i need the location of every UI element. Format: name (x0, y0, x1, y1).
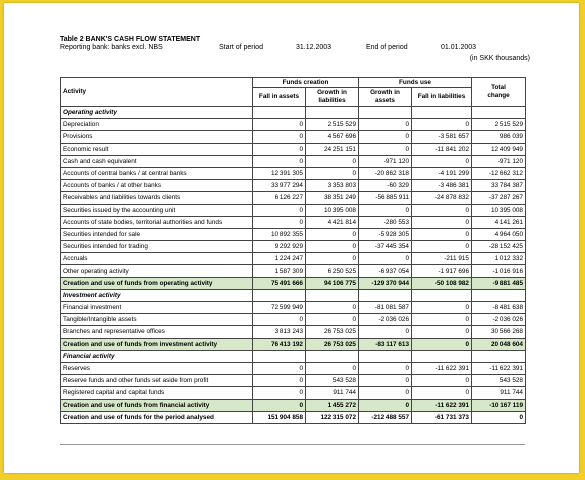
cell-total-change: -28 152 425 (472, 241, 526, 253)
col-funds-use: Funds use (359, 78, 472, 88)
cell-fall-assets: 151 904 858 (253, 411, 306, 423)
cell-fall-liabilities: -24 878 832 (412, 192, 472, 204)
cell-growth-liabilities: 3 353 803 (306, 180, 359, 192)
cell-growth-liabilities: 911 744 (306, 387, 359, 399)
col-funds-creation: Funds creation (253, 78, 359, 88)
cell-fall-assets: 0 (253, 362, 306, 374)
cell-growth-assets: 0 (359, 375, 412, 387)
cell-growth-assets (359, 289, 412, 301)
row-label: Financial activity (61, 350, 253, 362)
cell-total-change: -2 036 026 (472, 314, 526, 326)
cell-growth-assets: 0 (359, 399, 412, 411)
cell-growth-liabilities: 0 (306, 302, 359, 314)
start-period-label: Start of period (219, 44, 263, 51)
cell-fall-liabilities (412, 350, 472, 362)
cell-growth-liabilities: 4 421 814 (306, 216, 359, 228)
cell-growth-liabilities: 0 (306, 362, 359, 374)
table-row (61, 119, 526, 131)
cell-fall-liabilities: 0 (412, 228, 472, 240)
cell-total-change: 4 141 261 (472, 216, 526, 228)
cell-fall-liabilities: 0 (412, 314, 472, 326)
cell-growth-assets: -129 370 944 (359, 277, 412, 289)
cell-growth-liabilities (306, 107, 359, 119)
cell-total-change: -37 287 267 (472, 192, 526, 204)
cell-fall-liabilities: -61 731 373 (412, 411, 472, 423)
start-period-date: 31.12.2003 (296, 44, 332, 51)
table-row (61, 216, 526, 228)
cell-growth-assets: -212 488 557 (359, 411, 412, 423)
cell-fall-assets: 0 (253, 204, 306, 216)
cell-total-change: 543 528 (472, 375, 526, 387)
cell-growth-liabilities: 1 455 272 (306, 399, 359, 411)
cell-total-change: 20 048 604 (472, 338, 526, 350)
row-label: Registered capital and capital funds (61, 387, 253, 399)
cell-fall-assets: 0 (253, 131, 306, 143)
document-header (60, 36, 530, 62)
cell-fall-liabilities: 0 (412, 155, 472, 167)
cash-flow-body (61, 107, 526, 424)
row-label: Creation and use of funds from operating activity (61, 277, 253, 289)
cell-total-change: 33 784 387 (472, 180, 526, 192)
cell-total-change: -10 167 119 (472, 399, 526, 411)
row-label: Reserves (61, 362, 253, 374)
cell-growth-liabilities: 122 315 072 (306, 411, 359, 423)
cell-fall-liabilities: 0 (412, 204, 472, 216)
row-label: Investment activity (61, 289, 253, 301)
cell-growth-assets: -971 120 (359, 155, 412, 167)
cell-total-change: 10 395 008 (472, 204, 526, 216)
row-label: Accounts of state bodies, territorial authorities and funds (61, 216, 253, 228)
cell-fall-assets (253, 289, 306, 301)
cell-total-change (472, 350, 526, 362)
cell-fall-assets: 0 (253, 399, 306, 411)
cell-fall-liabilities: 0 (412, 338, 472, 350)
period-row (60, 44, 530, 54)
reporting-bank: Reporting bank: banks excl. NBS (60, 44, 163, 51)
table-row (61, 350, 526, 362)
table-row (61, 204, 526, 216)
table-row (61, 387, 526, 399)
cell-growth-liabilities: 94 106 775 (306, 277, 359, 289)
row-label: Securities intended for sale (61, 228, 253, 240)
cell-fall-liabilities: 0 (412, 326, 472, 338)
cell-fall-liabilities: -11 622 391 (412, 399, 472, 411)
table-row (61, 228, 526, 240)
cell-fall-assets: 9 292 929 (253, 241, 306, 253)
cell-growth-liabilities (306, 350, 359, 362)
table-row (61, 192, 526, 204)
cell-growth-liabilities: 6 250 525 (306, 265, 359, 277)
cell-fall-assets: 1 587 309 (253, 265, 306, 277)
cell-growth-assets: -83 117 613 (359, 338, 412, 350)
cell-growth-assets: 0 (359, 387, 412, 399)
table-row (61, 362, 526, 374)
cell-fall-assets (253, 350, 306, 362)
col-growth-liabilities: Growth in liabilities (306, 88, 359, 107)
cell-fall-liabilities: 0 (412, 241, 472, 253)
cell-fall-assets: 76 413 192 (253, 338, 306, 350)
col-fall-assets: Fall in assets (253, 88, 306, 107)
row-label: Creation and use of funds for the period analysed (61, 411, 253, 423)
table-row (61, 107, 526, 119)
cell-fall-liabilities (412, 107, 472, 119)
cell-fall-assets: 75 491 666 (253, 277, 306, 289)
cell-total-change: 1 012 332 (472, 253, 526, 265)
cell-growth-assets: -20 862 318 (359, 167, 412, 179)
cell-growth-assets: -56 885 911 (359, 192, 412, 204)
cell-fall-assets: 0 (253, 375, 306, 387)
table-row (61, 411, 526, 423)
cell-total-change: 0 (472, 411, 526, 423)
table-row (61, 253, 526, 265)
row-label: Accounts of banks / at other banks (61, 180, 253, 192)
cell-fall-liabilities: 0 (412, 216, 472, 228)
table-row (61, 375, 526, 387)
table-row (61, 180, 526, 192)
cash-flow-table (60, 77, 526, 424)
cell-fall-assets: 0 (253, 216, 306, 228)
cell-fall-assets: 3 813 243 (253, 326, 306, 338)
col-growth-assets: Growth in assets (359, 88, 412, 107)
cell-growth-assets: -81 081 587 (359, 302, 412, 314)
cell-growth-assets: 0 (359, 253, 412, 265)
row-label: Creation and use of funds from investment activity (61, 338, 253, 350)
cell-growth-liabilities (306, 289, 359, 301)
cell-total-change: -1 016 916 (472, 265, 526, 277)
cell-fall-assets: 0 (253, 143, 306, 155)
cell-growth-liabilities: 26 753 025 (306, 326, 359, 338)
table-row (61, 241, 526, 253)
cell-total-change: -8 481 638 (472, 302, 526, 314)
cell-growth-assets (359, 350, 412, 362)
cell-growth-assets: 0 (359, 326, 412, 338)
cell-fall-assets: 72 599 949 (253, 302, 306, 314)
cell-growth-liabilities: 4 567 696 (306, 131, 359, 143)
cell-growth-assets: -60 329 (359, 180, 412, 192)
row-label: Depreciation (61, 119, 253, 131)
row-label: Securities intended for trading (61, 241, 253, 253)
table-row (61, 289, 526, 301)
cell-growth-liabilities: 0 (306, 228, 359, 240)
col-fall-liabilities: Fall in liabilities (412, 88, 472, 107)
col-activity: Activity (61, 78, 253, 107)
cell-growth-liabilities: 0 (306, 253, 359, 265)
row-label: Economic result (61, 143, 253, 155)
cell-growth-assets: 0 (359, 362, 412, 374)
table-row (61, 314, 526, 326)
cell-fall-assets (253, 107, 306, 119)
cell-growth-assets: 0 (359, 131, 412, 143)
cell-total-change: -971 120 (472, 155, 526, 167)
cell-fall-assets: 0 (253, 387, 306, 399)
table-row (61, 338, 526, 350)
row-label: Cash and cash equivalent (61, 155, 253, 167)
cell-total-change: 30 566 268 (472, 326, 526, 338)
row-label: Other operating activity (61, 265, 253, 277)
cell-fall-liabilities: -11 622 391 (412, 362, 472, 374)
table-row (61, 155, 526, 167)
table-row (61, 143, 526, 155)
cell-growth-liabilities: 2 515 529 (306, 119, 359, 131)
cell-growth-assets: 0 (359, 204, 412, 216)
cell-fall-assets: 0 (253, 314, 306, 326)
table-row (61, 265, 526, 277)
table-row (61, 277, 526, 289)
cell-fall-assets: 33 977 294 (253, 180, 306, 192)
row-label: Branches and representative offices (61, 326, 253, 338)
row-label: Securities issued by the accounting unit (61, 204, 253, 216)
cell-fall-liabilities: -4 191 299 (412, 167, 472, 179)
cell-growth-assets: -6 937 054 (359, 265, 412, 277)
row-label: Accounts of central banks / at central banks (61, 167, 253, 179)
cell-fall-liabilities: -1 917 696 (412, 265, 472, 277)
table-title: Table 2 BANK'S CASH FLOW STATEMENT (60, 36, 201, 43)
table-row (61, 131, 526, 143)
cell-fall-liabilities: -11 841 202 (412, 143, 472, 155)
cell-growth-assets: -37 445 354 (359, 241, 412, 253)
cell-growth-liabilities: 26 753 025 (306, 338, 359, 350)
cell-growth-assets: -2 036 026 (359, 314, 412, 326)
cell-total-change: 986 039 (472, 131, 526, 143)
cell-growth-assets: 0 (359, 143, 412, 155)
cell-fall-assets: 10 892 355 (253, 228, 306, 240)
row-label: Receivables and liabilities towards clients (61, 192, 253, 204)
cell-growth-liabilities: 0 (306, 155, 359, 167)
cell-total-change (472, 107, 526, 119)
col-total-change-label: Total change (487, 84, 510, 99)
cell-growth-liabilities: 10 395 008 (306, 204, 359, 216)
row-label: Reserve funds and other funds set aside from profit (61, 375, 253, 387)
table-row (61, 302, 526, 314)
cell-fall-liabilities: 0 (412, 387, 472, 399)
cell-fall-assets: 12 391 305 (253, 167, 306, 179)
cell-growth-liabilities: 38 351 249 (306, 192, 359, 204)
cell-total-change: 12 409 949 (472, 143, 526, 155)
cell-fall-liabilities: -3 581 657 (412, 131, 472, 143)
table-row (61, 399, 526, 411)
row-label: Operating activity (61, 107, 253, 119)
cell-fall-liabilities: 0 (412, 375, 472, 387)
row-label: Provisions (61, 131, 253, 143)
row-label: Creation and use of funds from financial activity (61, 399, 253, 411)
row-label: Accruals (61, 253, 253, 265)
cell-total-change (472, 289, 526, 301)
cell-total-change: 911 744 (472, 387, 526, 399)
table-row (61, 167, 526, 179)
cell-growth-assets: 0 (359, 119, 412, 131)
end-period-date: 01.01.2003 (441, 44, 477, 51)
cell-growth-liabilities: 0 (306, 314, 359, 326)
units-note: (in SKK thousands) (469, 55, 530, 62)
cell-total-change: -11 622 391 (472, 362, 526, 374)
table-row (61, 326, 526, 338)
cell-fall-liabilities: 0 (412, 119, 472, 131)
cell-growth-liabilities: 0 (306, 167, 359, 179)
row-label: Financial investment (61, 302, 253, 314)
cell-fall-assets: 1 224 247 (253, 253, 306, 265)
cell-fall-assets: 0 (253, 155, 306, 167)
cell-fall-liabilities (412, 289, 472, 301)
cell-total-change: 2 515 529 (472, 119, 526, 131)
col-total-change (472, 78, 526, 107)
bottom-rule (60, 444, 525, 445)
cell-growth-liabilities: 24 251 151 (306, 143, 359, 155)
cell-growth-assets (359, 107, 412, 119)
cell-fall-assets: 0 (253, 119, 306, 131)
row-label: Tangible/Intangible assets (61, 314, 253, 326)
cell-total-change: 4 964 050 (472, 228, 526, 240)
cell-total-change: -9 881 485 (472, 277, 526, 289)
cell-fall-liabilities: -3 486 381 (412, 180, 472, 192)
cell-growth-liabilities: 543 528 (306, 375, 359, 387)
cell-fall-liabilities: -50 108 982 (412, 277, 472, 289)
cell-fall-assets: 6 126 227 (253, 192, 306, 204)
end-period-label: End of period (366, 44, 408, 51)
cell-total-change: -12 662 312 (472, 167, 526, 179)
cell-growth-assets: -5 928 305 (359, 228, 412, 240)
cell-growth-assets: -280 553 (359, 216, 412, 228)
cell-fall-liabilities: 0 (412, 302, 472, 314)
cell-growth-liabilities: 0 (306, 241, 359, 253)
cell-fall-liabilities: -211 915 (412, 253, 472, 265)
